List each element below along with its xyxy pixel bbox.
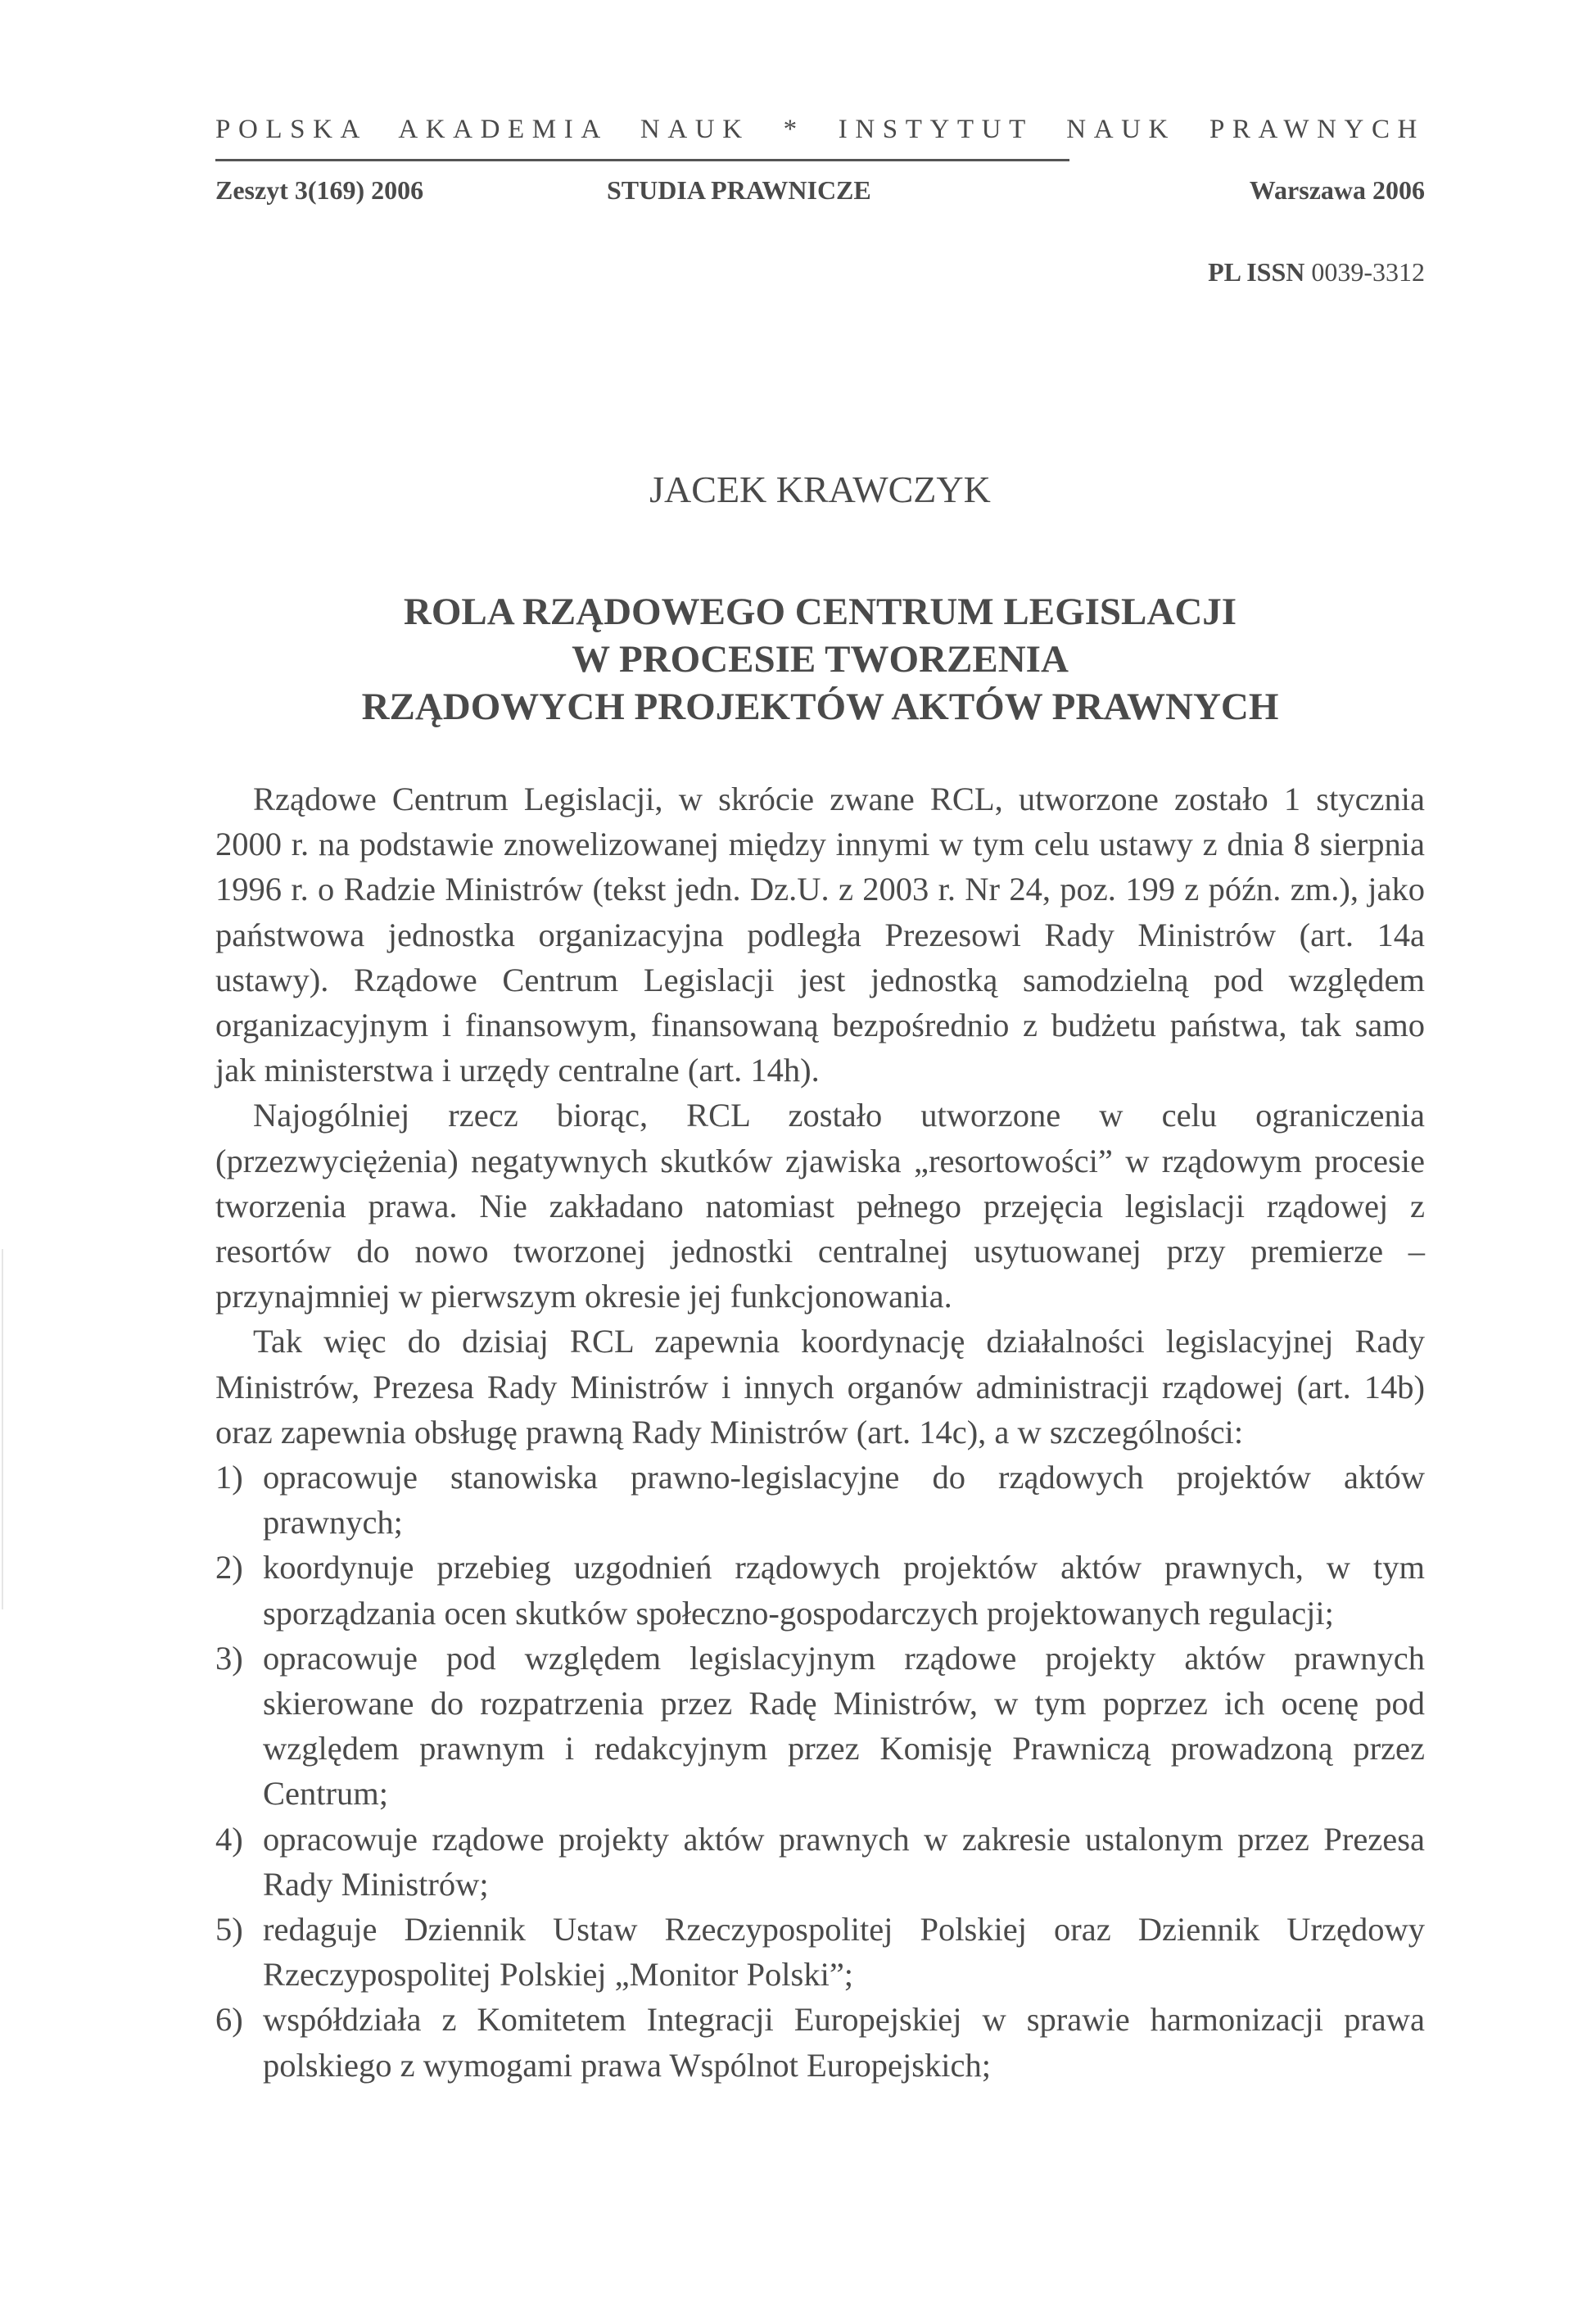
article-body [215,776,1425,2088]
title-line: W PROCESIE TWORZENIA [572,638,1069,681]
journal-info-row [215,172,1425,208]
list-item [215,1636,1425,1817]
list-text: redaguje Dziennik Ustaw Rzeczypospolitej Polskiej oraz Dziennik Urzędowy Rzeczypospolitej Polskiej „Monitor Polski”; [263,1911,1425,1994]
issn [1208,254,1425,290]
list-text: współdziała z Komitetem Integracji Europejskiej w sprawie harmonizacji prawa polskiego z wymogami prawa Wspólnot Europejskich; [263,2001,1425,2084]
issn-number: 0039-3312 [1311,257,1425,287]
paragraph: Najogólniej rzecz biorąc, RCL zostało utworzone w celu ograniczenia (przezwyciężenia) negatywnych skutków zjawiska „resortowości” w rządowym procesie tworzenia prawa. Nie zakładano natomiast pełnego przejęcia legislacji rządowej z resortów do nowo tworzonej jednostki centralnej usytuowanej przy premierze – przynajmniej w pierwszym okresie jej funkcjonowania. [215,1097,1425,1315]
paragraph: Rządowe Centrum Legislacji, w skrócie zwane RCL, utworzone zostało 1 stycznia 2000 r. na podstawie znowelizowanej między innymi w tym celu ustawy z dnia 8 sierpnia 1996 r. o Radzie Ministrów (tekst jedn. Dz.U. z 2003 r. Nr 24, poz. 199 z późn. zm.), jako państwowa jednostka organizacyjna podległa Prezesowi Rady Ministrów (art. 14a ustawy). Rządowe Centrum Legislacji jest jednostką samodzielną pod względem organizacyjnym i finansowym, finansowaną bezpośrednio z budżetu państwa, tak samo jak ministerstwa i urzędy centralne (art. 14h). [215,781,1425,1089]
list-number: 4) [215,1820,243,1858]
title-line: RZĄDOWYCH PROJEKTÓW AKTÓW PRAWNYCH [361,686,1279,728]
list-number: 3) [215,1639,243,1677]
list-item [215,1455,1425,1545]
article-author: JACEK KRAWCZYK [649,468,991,510]
journal-series: STUDIA PRAWNICZE [607,175,871,205]
list-number: 2) [215,1549,243,1586]
issue-number: Zeszyt 3(169) 2006 [215,175,424,205]
scan-edge-line [2,1249,3,1609]
title-line: ROLA RZĄDOWEGO CENTRUM LEGISLACJI [403,591,1237,633]
place-year: Warszawa 2006 [1249,175,1425,205]
list-number: 1) [215,1459,243,1496]
list-text: opracowuje stanowiska prawno-legislacyjne do rządowych projektów aktów prawnych; [263,1459,1425,1541]
list-number: 6) [215,2001,243,2039]
header-rule [215,159,1069,161]
list-item [215,1545,1425,1635]
competence-list [215,1455,1425,2088]
paragraph: Tak więc do dzisiaj RCL zapewnia koordynację działalności legislacyjnej Rady Ministrów, Prezesa Rady Ministrów i innych organów administracji rządowej (art. 14b) oraz zapewnia obsługę prawną Rady Ministrów (art. 14c), a w szczególności: [215,1323,1425,1451]
list-text: koordynuje przebieg uzgodnień rządowych projektów aktów prawnych, w tym sporządzania ocen skutków społeczno-gospodarczych projektowanych regulacji; [263,1549,1425,1632]
issn-label: PL ISSN [1208,257,1305,287]
list-text: opracowuje rządowe projekty aktów prawnych w zakresie ustalonym przez Prezesa Rady Ministrów; [263,1820,1425,1903]
article-title [215,588,1425,731]
institution-header: POLSKA AKADEMIA NAUK * INSTYTUT NAUK PRAWNYCH [215,115,1425,144]
list-text: opracowuje pod względem legislacyjnym rządowe projekty aktów prawnych skierowane do rozpatrzenia przez Radę Ministrów, w tym poprzez ich ocenę pod względem prawnym i redakcyjnym przez Komisję Prawniczą prowadzoną przez Centrum; [263,1639,1425,1813]
list-item [215,1997,1425,2087]
list-item [215,1817,1425,1907]
list-item [215,1907,1425,1997]
list-number: 5) [215,1911,243,1949]
